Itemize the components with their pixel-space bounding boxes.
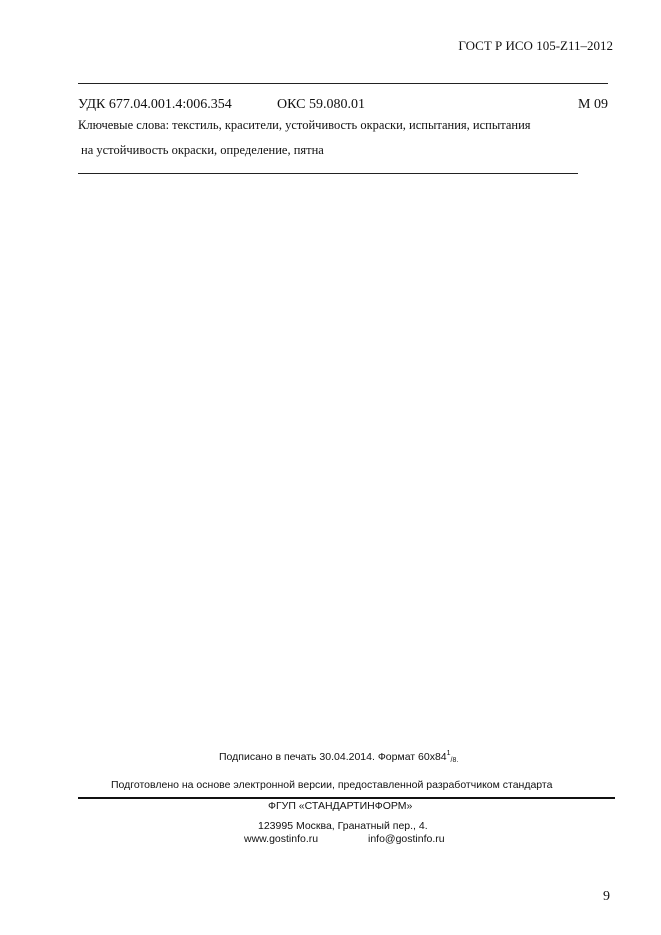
udk-code: УДК 677.04.001.4:006.354 [78,97,232,112]
format-fraction-denominator: /8. [450,757,459,764]
page-number: 9 [603,889,610,904]
imprint-email-link[interactable]: info@gostinfo.ru [368,833,445,845]
keywords-line-1: Ключевые слова: текстиль, красители, устойчивость окраски, испытания, испытания [78,118,531,132]
imprint-divider [78,797,615,799]
imprint-website-link[interactable]: www.gostinfo.ru [244,833,319,845]
format-fraction-numerator: 1 [446,750,451,757]
imprint-prepared: Подготовлено на основе электронной версии, предоставленной разработчиком стандарта [111,779,553,791]
group-code: М 09 [578,97,608,112]
standard-code: ГОСТ Р ИСО 105-Z11–2012 [458,38,613,53]
keywords-line-2: на устойчивость окраски, определение, пятна [81,143,324,157]
imprint-address: 123995 Москва, Гранатный пер., 4. [258,820,428,832]
imprint-signed [219,750,458,764]
keywords-divider [78,173,578,174]
top-divider [78,83,608,84]
signed-text: Подписано в печать 30.04.2014. Формат 60x84 [219,751,447,763]
imprint-publisher: ФГУП «СТАНДАРТИНФОРМ» [268,800,413,812]
oks-code: ОКС 59.080.01 [277,97,365,112]
